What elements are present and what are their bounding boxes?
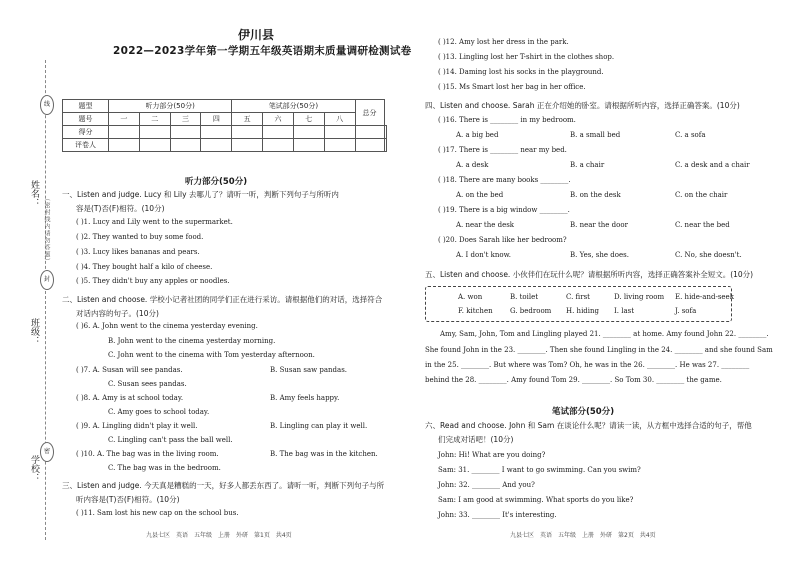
word-bank-option: F. kitchen [458,307,493,315]
passage-line-4: behind the 28. ________. Amy found Tom 29. ________. So Tom 30. ________ the game. [425,376,722,384]
question-19: ( )19. There is a big window ________. [438,206,570,214]
score-cell[interactable] [263,126,294,139]
question-11: ( )11. Sam lost his new cap on the school bus. [76,509,239,517]
word-bank-option: H. hiding [566,307,600,315]
question-10-option-a: ( )10. A. The bag was in the living room. [76,450,219,458]
question-19-option-c: C. near the bed [675,221,730,229]
seal-mark-top: 线 [40,95,54,115]
score-cell[interactable] [384,126,387,139]
question-10-option-c: C. The bag was in the bedroom. [108,464,221,472]
question-18: ( )18. There are many books ________. [438,176,571,184]
question-8-option-a: ( )8. A. Amy is at school today. [76,394,184,402]
exam-title: 2022—2023学年第一学期五年级英语期末质量调研检测试卷 [113,45,412,57]
word-bank-option: B. toilet [510,293,539,301]
question-13: ( )13. Lingling lost her T-shirt in the clothes shop. [438,53,615,61]
table-cell: 三 [170,113,201,126]
table-row-label: 题号 [63,113,109,126]
dialog-line-3: John: 32. ________ And you? [438,481,535,489]
table-header-writing: 笔试部分(50分) [232,100,355,113]
passage-line-2: She found John in the 23. ________. Then she found Lingling in the 24. ________ and she found Sam [425,346,773,354]
score-cell[interactable] [293,126,324,139]
seal-note: （密封线内请勿答题） [43,195,50,265]
score-cell[interactable] [201,126,232,139]
score-cell[interactable] [232,126,263,139]
question-19-option-b: B. near the door [570,221,628,229]
question-15: ( )15. Ms Smart lost her bag in her office. [438,83,586,91]
question-14: ( )14. Daming lost his socks in the playground. [438,68,604,76]
score-cell[interactable] [170,126,201,139]
question-17-option-c: C. a desk and a chair [675,161,750,169]
student-name-label: 姓名： [29,180,39,207]
section-3-title: 三、Listen and judge. 今天真是糟糕的一天，好多人都丢东西了。请听一听，判断下列句子与所 [62,481,385,490]
question-1: ( )1. Lucy and Lily went to the supermarket. [76,218,233,226]
word-bank-option: I. last [614,307,635,315]
grader-cell[interactable] [109,139,140,152]
word-bank-option: C. first [566,293,590,301]
writing-section-title: 笔试部分(50分) [552,407,615,417]
seal-mark-bottom: 密 [40,442,54,462]
section-2-title: 二、Listen and choose. 学校小记者社团的同学们正在进行采访。请根据他们的对话，选择符合 [62,295,383,304]
passage-line-1: Amy, Sam, John, Tom and Lingling played 21. ________ at home. Amy found John 22. ________. [440,330,769,338]
section-2-title-cont: 对话内容的句子。(10分) [76,309,159,318]
table-cell: 六 [263,113,294,126]
question-17-option-b: B. a chair [570,161,605,169]
listening-section-title: 听力部分(50分) [185,177,248,187]
section-1-title: 一、Listen and judge. Lucy 和 Lily 去哪儿了？请听一听，判断下列句子与所听内 [62,190,339,199]
question-7-option-b: B. Susan saw pandas. [270,366,348,374]
table-cell: 七 [293,113,324,126]
score-cell[interactable] [355,126,384,139]
question-10-option-b: B. The bag was in the kitchen. [270,450,378,458]
table-header-type: 题型 [63,100,109,113]
question-19-option-a: A. near the desk [456,221,515,229]
question-17: ( )17. There is ________ near my bed. [438,146,567,154]
county-name: 伊川县 [238,28,275,42]
section-6-title-cont: 们完成对话吧！(10分) [438,435,514,444]
question-18-option-a: A. on the bed [456,191,504,199]
question-16-option-c: C. a sofa [675,131,706,139]
section-6-title: 六、Read and choose. John 和 Sam 在谈论什么呢？请读一读，从方框中选择合适的句子，帮他 [425,421,752,430]
score-cell[interactable] [139,126,170,139]
seal-line [45,60,46,540]
question-20-option-a: A. I don't know. [456,251,512,259]
table-row-label: 得分 [63,126,109,139]
question-9-option-a: ( )9. A. Lingling didn't play it well. [76,422,198,430]
question-2: ( )2. They wanted to buy some food. [76,233,204,241]
grader-cell[interactable] [355,139,384,152]
table-cell: 一 [109,113,140,126]
question-20-option-b: B. Yes, she does. [570,251,629,259]
word-bank-option: A. won [458,293,483,301]
grader-cell[interactable] [384,139,387,152]
grader-cell[interactable] [263,139,294,152]
seal-mark-mid: 封 [40,270,54,290]
grader-cell[interactable] [293,139,324,152]
question-16-option-a: A. a big bed [456,131,499,139]
table-cell: 二 [139,113,170,126]
school-label: 学校： [29,455,39,482]
passage-line-3: in the 25. ________. But where was Tom? Oh, he was in the 26. ________. He was 27. ________ [425,361,750,369]
page-footer-1: 九县七区 英语 五年级 上册 外研 第1页 共4页 [146,532,292,539]
table-cell: 四 [201,113,232,126]
section-1-title-cont: 容是(T)否(F)相符。(10分) [76,204,165,213]
question-16: ( )16. There is ________ in my bedroom. [438,116,576,124]
table-header-listening: 听力部分(50分) [109,100,232,113]
grader-cell[interactable] [201,139,232,152]
table-cell: 八 [324,113,355,126]
question-3: ( )3. Lucy likes bananas and pears. [76,248,200,256]
question-8-option-c: C. Amy goes to school today. [108,408,210,416]
class-label: 班级： [29,318,39,345]
question-17-option-a: A. a desk [456,161,489,169]
question-20: ( )20. Does Sarah like her bedroom? [438,236,567,244]
dialog-line-5: John: 33. ________ It's interesting. [438,511,557,519]
score-cell[interactable] [324,126,355,139]
word-bank-option: E. hide-and-seek [675,293,734,301]
grader-cell[interactable] [170,139,201,152]
question-9-option-c: C. Lingling can't pass the ball well. [108,436,233,444]
question-4: ( )4. They bought half a kilo of cheese. [76,263,213,271]
dialog-line-1: John: Hi! What are you doing? [438,451,546,459]
word-bank-option: D. living room [614,293,665,301]
question-6-option-b: B. John went to the cinema yesterday morning. [108,337,276,345]
question-18-option-c: C. on the chair [675,191,728,199]
word-bank-option: J. sofa [675,307,697,315]
binding-margin [0,0,60,562]
word-bank-option: G. bedroom [510,307,552,315]
question-9-option-b: B. Lingling can play it well. [270,422,368,430]
question-12: ( )12. Amy lost her dress in the park. [438,38,569,46]
question-6-option-a: ( )6. A. John went to the cinema yesterday evening. [76,322,258,330]
section-4-title: 四、Listen and choose. Sarah 正在介绍她的卧室。请根据所听内容，选择正确答案。(10分) [425,101,740,110]
question-5: ( )5. They didn't buy any apples or noodles. [76,277,230,285]
word-bank-box [425,286,732,322]
grader-cell[interactable] [139,139,170,152]
question-8-option-b: B. Amy feels happy. [270,394,340,402]
question-7-option-c: C. Susan sees pandas. [108,380,187,388]
question-7-option-a: ( )7. A. Susan will see pandas. [76,366,183,374]
grader-cell[interactable] [232,139,263,152]
question-16-option-b: B. a small bed [570,131,621,139]
page-footer-2: 九县七区 英语 五年级 上册 外研 第2页 共4页 [510,532,656,539]
section-3-title-cont: 听内容是(T)否(F)相符。(10分) [76,495,180,504]
table-cell: 五 [232,113,263,126]
table-header-total: 总分 [355,100,384,126]
table-row-label: 评卷人 [63,139,109,152]
score-cell[interactable] [109,126,140,139]
question-18-option-b: B. on the desk [570,191,621,199]
section-5-title: 五、Listen and choose. 小伙伴们在玩什么呢？请根据所听内容，选择正确答案补全短文。(10分) [425,270,754,279]
dialog-line-4: Sam: I am good at swimming. What sports do you like? [438,496,634,504]
score-table [62,99,387,152]
dialog-line-2: Sam: 31. ________ I want to go swimming. Can you swim? [438,466,641,474]
question-20-option-c: C. No, she doesn't. [675,251,742,259]
question-6-option-c: C. John went to the cinema with Tom yesterday afternoon. [108,351,315,359]
grader-cell[interactable] [324,139,355,152]
